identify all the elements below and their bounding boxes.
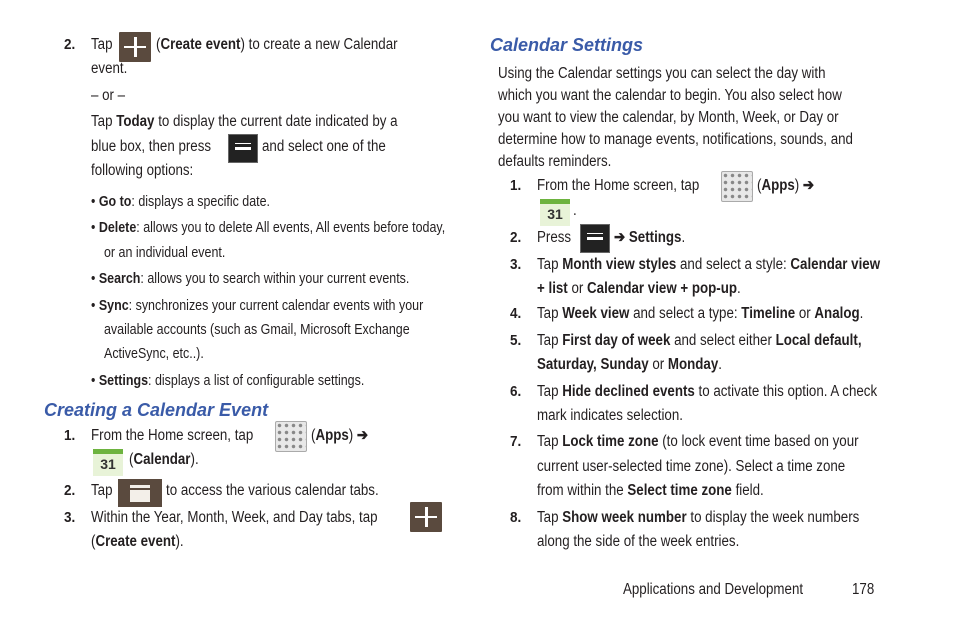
step-text: (Create event).	[91, 533, 184, 550]
intro-line: you want to view the calendar, by Month, Week, or Day or	[498, 109, 839, 126]
section-heading: Calendar Settings	[490, 35, 644, 55]
step-text: (Apps) ➔	[311, 427, 369, 444]
step-text: Press	[537, 229, 572, 246]
step-text: Tap Today to display the current date indicated by a	[91, 113, 398, 130]
bullet-continuation: ActiveSync, etc..).	[104, 346, 204, 362]
step-number: 2.	[64, 482, 76, 499]
intro-line: defaults reminders.	[498, 153, 612, 170]
menu-key-icon	[580, 224, 610, 253]
or-separator: – or –	[91, 87, 126, 104]
step-number: 4.	[510, 305, 522, 322]
step-text: ➔ Settings.	[614, 229, 686, 246]
intro-line: Using the Calendar settings you can select the day with	[498, 65, 826, 82]
step-text: following options:	[91, 162, 194, 179]
step-number: 3.	[510, 256, 522, 273]
step-number: 1.	[64, 427, 76, 444]
footer-section: Applications and Development	[623, 581, 804, 598]
calendar-icon: 31	[93, 449, 123, 476]
step-text: Tap	[91, 482, 113, 499]
bullet-go-to: • Go to: displays a specific date.	[91, 194, 271, 210]
step-text: Tap Week view and select a type: Timeline or Analog.	[537, 305, 864, 322]
calendar-tabs-icon	[118, 479, 162, 507]
step-text: to access the various calendar tabs.	[166, 482, 379, 499]
bullet-search: • Search: allows you to search within your current events.	[91, 271, 410, 287]
page-number: 178	[852, 581, 875, 598]
step-number: 6.	[510, 383, 522, 400]
step-number: 2.	[64, 36, 76, 53]
step-text: Tap Month view styles and select a style: Calendar view	[537, 256, 881, 273]
step-number: 1.	[510, 177, 522, 194]
step-number: 3.	[64, 509, 76, 526]
step-text: Saturday, Sunday or Monday.	[537, 356, 722, 373]
step-text: From the Home screen, tap	[91, 427, 254, 444]
bullet-delete: • Delete: allows you to delete All events, All events before today,	[91, 220, 446, 236]
step-text: Tap Hide declined events to activate this option. A check	[537, 383, 878, 400]
intro-line: which you want the calendar to begin. You also select how	[498, 87, 842, 104]
step-text: (Apps) ➔	[757, 177, 815, 194]
step-text: current user-selected time zone). Select a time zone	[537, 458, 846, 475]
apps-grid-icon	[721, 171, 753, 202]
step-number: 7.	[510, 433, 522, 450]
step-number: 5.	[510, 332, 522, 349]
step-text: From the Home screen, tap	[537, 177, 700, 194]
step-text: .	[573, 202, 577, 219]
step-text: mark indicates selection.	[537, 407, 683, 424]
bullet-continuation: or an individual event.	[104, 245, 226, 261]
step-text: Within the Year, Month, Week, and Day tabs, tap	[91, 509, 378, 526]
step-text: Tap First day of week and select either Local default,	[537, 332, 862, 349]
step-text: and select one of the	[262, 138, 386, 155]
section-heading: Creating a Calendar Event	[44, 400, 269, 420]
step-number: 2.	[510, 229, 522, 246]
bullet-settings: • Settings: displays a list of configurable settings.	[91, 373, 365, 389]
bullet-sync: • Sync: synchronizes your current calendar events with your	[91, 298, 424, 314]
step-text: blue box, then press	[91, 138, 212, 155]
step-text: Tap Lock time zone (to lock event time based on your	[537, 433, 859, 450]
step-number: 8.	[510, 509, 522, 526]
calendar-icon: 31	[540, 199, 570, 226]
step-text: event.	[91, 60, 128, 77]
step-text: + list or Calendar view + pop-up.	[537, 280, 741, 297]
create-event-plus-icon	[410, 502, 442, 532]
step-text: (Create event) to create a new Calendar	[156, 36, 398, 53]
step-text: (Calendar).	[129, 451, 199, 468]
intro-line: determine how to manage events, notifications, sounds, and	[498, 131, 853, 148]
apps-grid-icon	[275, 421, 307, 452]
step-text: Tap	[91, 36, 113, 53]
bullet-continuation: available accounts (such as Gmail, Microsoft Exchange	[104, 322, 410, 338]
menu-key-icon	[228, 134, 258, 163]
step-text: Tap Show week number to display the week numbers	[537, 509, 860, 526]
step-text: along the side of the week entries.	[537, 533, 740, 550]
step-text: from within the Select time zone field.	[537, 482, 764, 499]
